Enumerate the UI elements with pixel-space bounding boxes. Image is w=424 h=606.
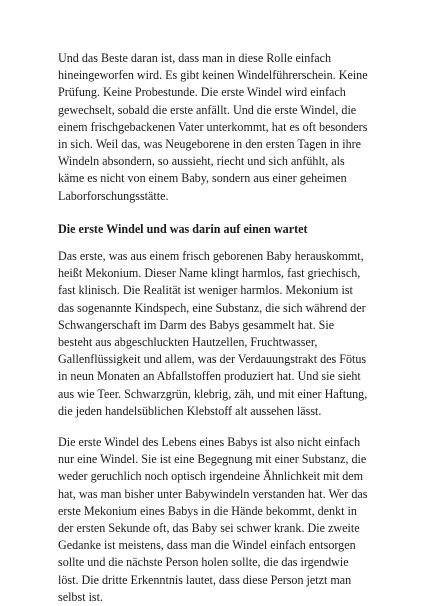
paragraph-intro: Und das Beste daran ist, dass man in diese Rolle einfach hineingeworfen wird. Es gibt keinen Windelführerschein. Keine Prüfung. Keine Probestunde. Die erste Windel wird einfach gewechselt, sobald die erste anfällt. Und die erste Windel, die einem frischgebackenen Vater unterkommt, hat es oft besonders in sich. Weil das, was Neugeborene in den ersten Tagen in ihre Windeln absondern, so aussieht, riecht und sich anfühlt, als käme es nicht von einem Baby, sondern aus einer geheimen Laborforschungsstätte.	[58, 51, 368, 203]
paragraph-first-diaper: Die erste Windel des Lebens eines Babys ist also nicht einfach nur eine Windel. Sie ist eine Begegnung mit einer Substanz, die weder geruchlich noch optisch irgendeine Ähnlichkeit mit dem hat, was man bisher unter Babywindeln verstanden hat. Wer das erste Mekonium eines Babys in die Hände bekommt, denkt in der ersten Sekunde oft, das Baby sei schwer krank. Die zweite Gedanke ist meistens, dass man die Windel einfach entsorgen sollte und die nächste Person holen sollte, die das irgendwie löst. Die dritte Erkenntnis lautet, dass diese Person jetzt man selbst ist.	[58, 435, 368, 604]
paragraph-mekonium: Das erste, was aus einem frisch geborenen Baby herauskommt, heißt Mekonium. Dieser Name klingt harmlos, fast griechisch, fast klinisch. Die Realität ist weniger harmlos. Mekonium ist das sogenannte Kindspech, eine Substanz, die sich während der Schwangerschaft im Darm des Babys gesammelt hat. Sie besteht aus abgeschluckten Hautzellen, Fruchtwasser, Gallenflüssigkeit und allem, was der Verdauungstrakt des Fötus in neun Monaten an Abfallstoffen produziert hat. Und sie sieht aus wie Teer. Schwarzgrün, klebrig, zäh, und mit einer Haftung, die jeden handelsüblichen Klebstoff alt aussehen lässt.	[58, 249, 368, 418]
section-heading: Die erste Windel und was darin auf einen wartet	[58, 221, 308, 236]
